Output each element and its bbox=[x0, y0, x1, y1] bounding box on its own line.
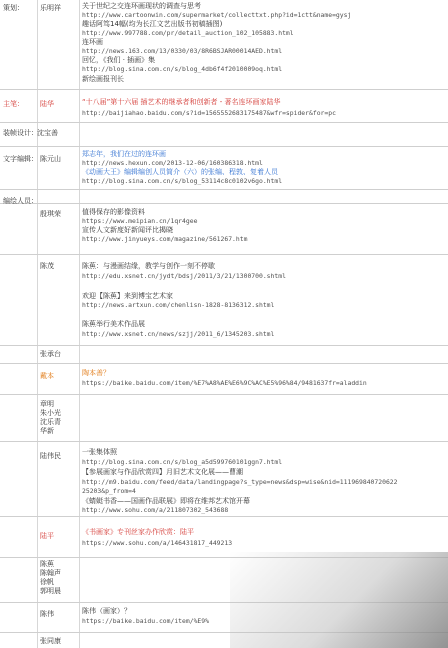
entry-title: 郑志年，我们在过的连环画 bbox=[82, 150, 166, 158]
entry-title: 连环画 bbox=[82, 38, 103, 46]
section-label-planning: 策划： bbox=[3, 4, 24, 12]
entry-url[interactable]: http://news.hexun.com/2013-12-06/160386318.html bbox=[82, 159, 263, 167]
entry-url[interactable]: http://news.163.com/13/0330/03/8R6BSJAR00014AED.html bbox=[82, 47, 283, 55]
entry-title: 《动画大王》编辑编创人员简介（六）的张编、程敦、复着人员 bbox=[82, 168, 278, 176]
entry-url[interactable]: http://www.sohu.com/a/211807302_543688 bbox=[82, 506, 229, 514]
person-name: 朱小光 bbox=[40, 409, 61, 417]
person-name: 殷琪荣 bbox=[40, 210, 61, 218]
entry-title: 欢迎【陈蕉】来到博宝艺术家 bbox=[82, 292, 173, 300]
entry-url[interactable]: https://baike.baidu.com/item/%E9% bbox=[82, 617, 209, 625]
person-name: 陈茂 bbox=[40, 262, 54, 270]
entry-title: 新绘画报刊长 bbox=[82, 75, 124, 83]
entry-title: 陈蕉举行美术作品展 bbox=[82, 320, 145, 328]
person-name: 沈宝善 bbox=[37, 129, 58, 137]
person-name: 郭明晨 bbox=[40, 587, 61, 595]
row-divider bbox=[0, 516, 448, 517]
person-name: 陈翰声 bbox=[40, 569, 61, 577]
row-divider bbox=[0, 345, 448, 346]
entry-url[interactable]: http://www.jinyueys.com/magazine/561267.htm bbox=[82, 235, 248, 243]
entry-url[interactable]: http://www.cartoonwin.com/supermarket/collecttxt.php?id=1ctt&name=gysj bbox=[82, 11, 352, 19]
person-name: 张承台 bbox=[40, 350, 61, 358]
person-name: 陆华 bbox=[40, 100, 54, 108]
entry-title: 《蜻蜓书香——国画作品联展》即将在维邦艺术馆开幕 bbox=[82, 497, 250, 505]
entry-title: 回忆，《我们 · 插画》集 bbox=[82, 56, 156, 64]
section-label-cover-design: 装帧设计： bbox=[3, 129, 38, 137]
person-name: 戴本 bbox=[40, 372, 54, 380]
entry-url[interactable]: http://news.artxun.com/chenlisn-1828-8136312.shtml bbox=[82, 301, 275, 309]
row-divider bbox=[0, 254, 448, 255]
entry-title: “十八届”第十六届 插艺术的继承者和创新者 - 著名连环画家陆华 bbox=[82, 98, 281, 106]
row-divider bbox=[0, 363, 448, 364]
column-divider bbox=[37, 0, 38, 648]
row-divider bbox=[0, 89, 448, 90]
entry-title: 值得保存的影像资料 bbox=[82, 208, 145, 216]
entry-url[interactable]: https://www.meipian.cn/1qr4gee bbox=[82, 217, 198, 225]
person-name: 沈乐青 bbox=[40, 418, 61, 426]
person-name: 章明 bbox=[40, 400, 54, 408]
row-divider bbox=[0, 146, 448, 147]
person-name: 陆伟民 bbox=[40, 452, 61, 460]
entry-url[interactable]: http://m9.baidu.com/feed/data/landingpage?s_type=news&dsp=wise&nid=111969840720622 bbox=[82, 478, 398, 486]
entry-url-continued[interactable]: 25203&p_from=4 bbox=[82, 487, 136, 495]
row-divider bbox=[0, 122, 448, 123]
row-divider bbox=[0, 203, 448, 204]
row-divider bbox=[0, 189, 448, 190]
person-name: 华新 bbox=[40, 427, 54, 435]
section-label-text-editor: 文字编辑： bbox=[3, 155, 38, 163]
row-divider bbox=[0, 441, 448, 442]
person-name: 陈蕉 bbox=[40, 560, 54, 568]
corner-shadow bbox=[230, 552, 448, 648]
section-label-editorial-staff: 编绘人员： bbox=[3, 197, 38, 205]
person-name: 张同康 bbox=[40, 637, 61, 645]
section-label-chief-writer: 主笔： bbox=[3, 100, 24, 108]
entry-url[interactable]: https://baike.baidu.com/item/%E7%A8%AE%E6%9C%AC%E5%96%84/9481637fr=aladdin bbox=[82, 379, 367, 387]
entry-title: 【参展画家与作品欣赏四】月旧艺术文化展——曹潮 bbox=[82, 468, 243, 476]
entry-title: 《书画家》专刊丝家办作欣赏：陆平 bbox=[82, 528, 194, 536]
person-name: 徐帆 bbox=[40, 578, 54, 586]
person-name: 陆平 bbox=[40, 532, 54, 540]
entry-title: 陈蕉：与漫画结缘，教学与创作一刻不停歇 bbox=[82, 262, 215, 270]
entry-url[interactable]: http://blog.sina.com.cn/s/blog_53114c8c0102v6go.html bbox=[82, 177, 283, 185]
entry-url[interactable]: http://www.997788.com/pr/detail_auction_102_105883.html bbox=[82, 29, 294, 37]
entry-title: 宣传人文新度好新闻评比揭晓 bbox=[82, 226, 173, 234]
person-name: 陈伟 bbox=[40, 610, 54, 618]
entry-url[interactable]: http://www.xsnet.cn/news/szjj/2011_6/1345203.shtml bbox=[82, 330, 275, 338]
entry-title: 趣话阿笃14幅(均为长江文艺出版书初稿插图) bbox=[82, 20, 223, 28]
row-divider bbox=[0, 394, 448, 395]
entry-title: 陈伟（画家）？ bbox=[82, 607, 131, 615]
entry-url[interactable]: http://baijiahao.baidu.com/s?id=1565552683175487&wfr=spider&for=pc bbox=[82, 109, 336, 117]
entry-url[interactable]: https://www.sohu.com/a/146431817_449213 bbox=[82, 539, 233, 547]
entry-title: 一张集体照 bbox=[82, 448, 117, 456]
entry-url[interactable]: http://blog.sina.com.cn/s/blog_4db6f4f2010009oq.html bbox=[82, 65, 283, 73]
person-name: 陈元山 bbox=[40, 155, 61, 163]
entry-title: 关于世纪之交连环画现状的调查与思考 bbox=[82, 2, 201, 10]
entry-url[interactable]: http://edu.xsnet.cn/jydt/bdsj/2011/3/21/1300700.shtml bbox=[82, 272, 286, 280]
entry-url[interactable]: http://blog.sina.com.cn/s/blog_a5d599760101ggn7.html bbox=[82, 458, 283, 466]
column-divider bbox=[79, 0, 80, 648]
entry-title: 陶本善？ bbox=[82, 369, 110, 377]
person-name: 乐明祥 bbox=[40, 4, 61, 12]
